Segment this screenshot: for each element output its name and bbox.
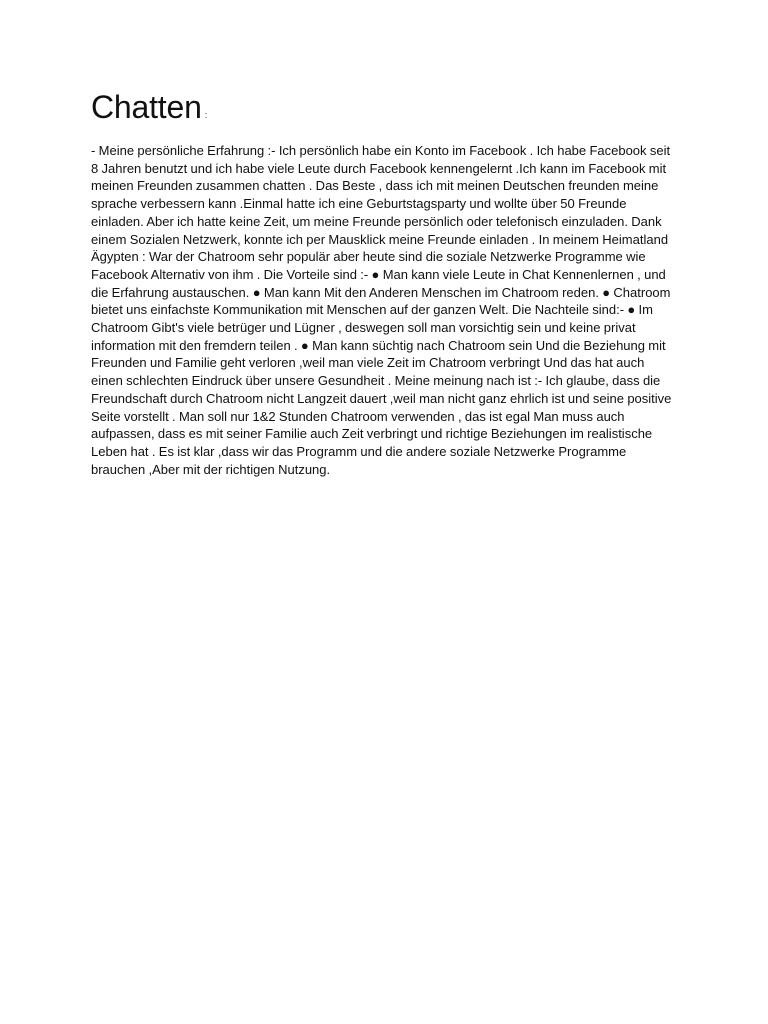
document-content xyxy=(91,86,679,478)
document-body: - Meine persönliche Erfahrung :- Ich persönlich habe ein Konto im Facebook . Ich habe Facebook seit 8 Jahren benutzt und ich habe viele Leute durch Facebook kennengelernt .Ich kann im Facebook mit meinen Freunden zusammen chatten . Das Beste , dass ich mit meinen Deutschen freunden meine sprache verbessern kann .Einmal hatte ich eine Geburtstagsparty und wollte über 50 Freunde einladen. Aber ich hatte keine Zeit, um meine Freunde persönlich oder telefonisch einzuladen. Dank einem Sozialen Netzwerk, konnte ich per Mausklick meine Freunde einladen . In meinem Heimatland Ägypten : War der Chatroom sehr populär aber heute sind die soziale Netzwerke Programme wie Facebook Alternativ von ihm . Die Vorteile sind :- ● Man kann viele Leute in Chat Kennenlernen , und die Erfahrung austauschen. ● Man kann Mit den Anderen Menschen im Chatroom reden. ● Chatroom bietet uns einfachste Kommunikation mit Menschen auf der ganzen Welt. Die Nachteile sind:- ● Im Chatroom Gibt's viele betrüger und Lügner , deswegen soll man vorsichtig sein und keine privat information mit den fremdern teilen . ● Man kann süchtig nach Chatroom sein Und die Beziehung mit Freunden und Familie geht verloren ,weil man viele Zeit im Chatroom verbringt Und das hat auch einen schlechten Eindruck über unsere Gesundheit . Meine meinung nach ist :- Ich glaube, dass die Freundschaft durch Chatroom nicht Langzeit dauert ,weil man nicht ganz ehrlich ist und seine positive Seite vorstellt . Man soll nur 1&2 Stunden Chatroom verwenden , das ist egal Man muss auch aufpassen, dass es mit seiner Familie auch Zeit verbringt und richtige Beziehungen im realistische Leben hat . Es ist klar ,dass wir das Programm und die andere soziale Netzwerke Programme brauchen ,Aber mit der richtigen Nutzung. xyxy=(91,143,672,477)
title-line xyxy=(91,86,679,128)
title-suffix: : xyxy=(204,110,208,120)
document-title: Chatten xyxy=(91,89,202,125)
